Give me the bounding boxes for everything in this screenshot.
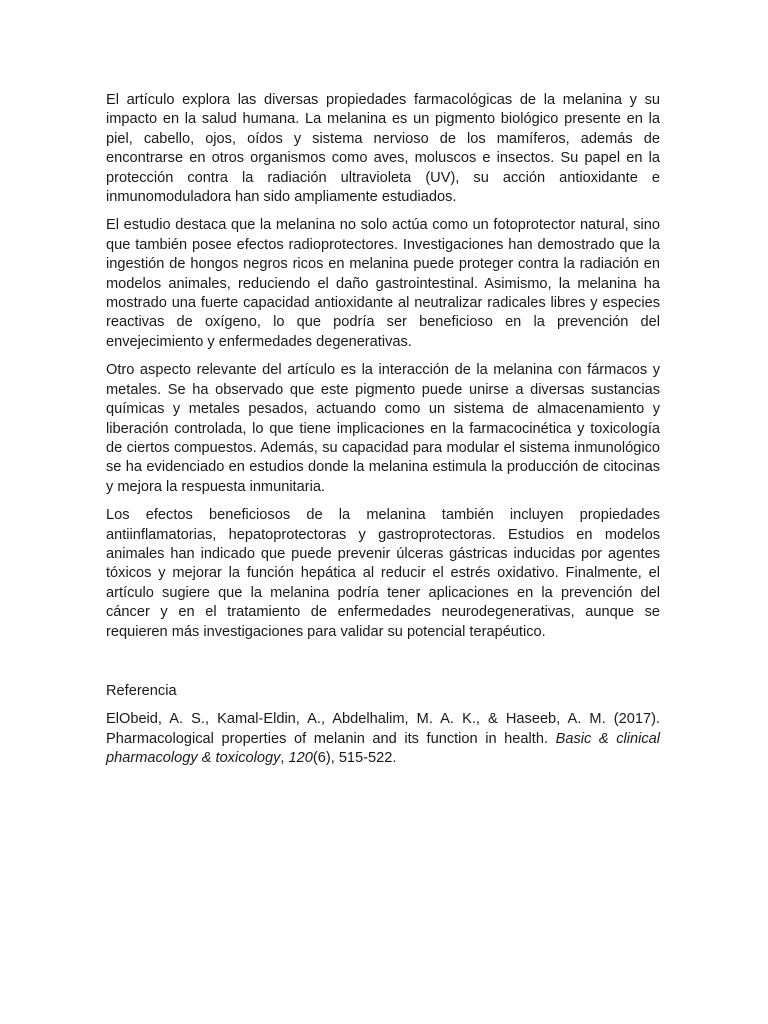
reference-volume: 120 (288, 750, 313, 767)
reference-title: Pharmacological properties of melanin and its function in health. (106, 730, 556, 747)
paragraph-2: El estudio destaca que la melanina no solo actúa como un fotoprotector natural, sino que también posee efectos radioprotectores. Investigaciones han demostrado que la ingestión de hongos negros ricos en melanina puede proteger contra la radiación en modelos animales, reduciendo el daño gastrointestinal. Asimismo, la melanina ha mostrado una fuerte capacidad antioxidante al neutralizar radicales libres y especies reactivas de oxígeno, lo que podría ser beneficioso en la prevención del envejecimiento y enfermedades degenerativas. (106, 217, 660, 350)
paragraph-4: Los efectos beneficiosos de la melanina también incluyen propiedades antiinflamatorias, hepatoprotectoras y gastroprotectoras. Estudios en modelos animales han indicado que puede prevenir úlceras gástricas inducidas por agentes tóxicos y mejorar la función hepática al reducir el estrés oxidativo. Finalmente, el artículo sugiere que la melanina podría tener aplicaciones en la prevención del cáncer y en el tratamiento de enfermedades neurodegenerativas, aunque se requieren más investigaciones para validar su potencial terapéutico. (106, 507, 660, 640)
section-spacer (106, 651, 660, 682)
paragraph-3: Otro aspecto relevante del artículo es la interacción de la melanina con fármacos y metales. Se ha observado que este pigmento puede unirse a diversas sustancias químicas y metales pesados, actuando como un sistema de almacenamiento y liberación controlada, lo que tiene implicaciones en la farmacocinética y toxicología de ciertos compuestos. Además, su capacidad para modular el sistema inmunológico se ha evidenciado en estudios donde la melanina estimula la producción de citocinas y mejora la respuesta inmunitaria. (106, 362, 660, 495)
reference-issue-pages: (6), 515-522. (312, 750, 397, 767)
reference-journal: Basic & clinical pharmacology & toxicology (106, 730, 660, 767)
reference-authors-year: ElObeid, A. S., Kamal-Eldin, A., Abdelhalim, M. A. K., & Haseeb, A. M. (2017). (106, 711, 660, 728)
reference-entry (106, 710, 660, 768)
paragraph-1: El artículo explora las diversas propiedades farmacológicas de la melanina y su impacto en la salud humana. La melanina es un pigmento biológico presente en la piel, cabello, ojos, oídos y sistema nervioso de los mamíferos, además de encontrarse en otros organismos como aves, moluscos e insectos. Su papel en la protección contra la radiación ultravioleta (UV), su acción antioxidante e inmunomoduladora han sido ampliamente estudiados. (106, 92, 660, 206)
document-page (106, 91, 660, 769)
reference-heading: Referencia (106, 682, 177, 699)
reference-separator: , (280, 750, 289, 767)
